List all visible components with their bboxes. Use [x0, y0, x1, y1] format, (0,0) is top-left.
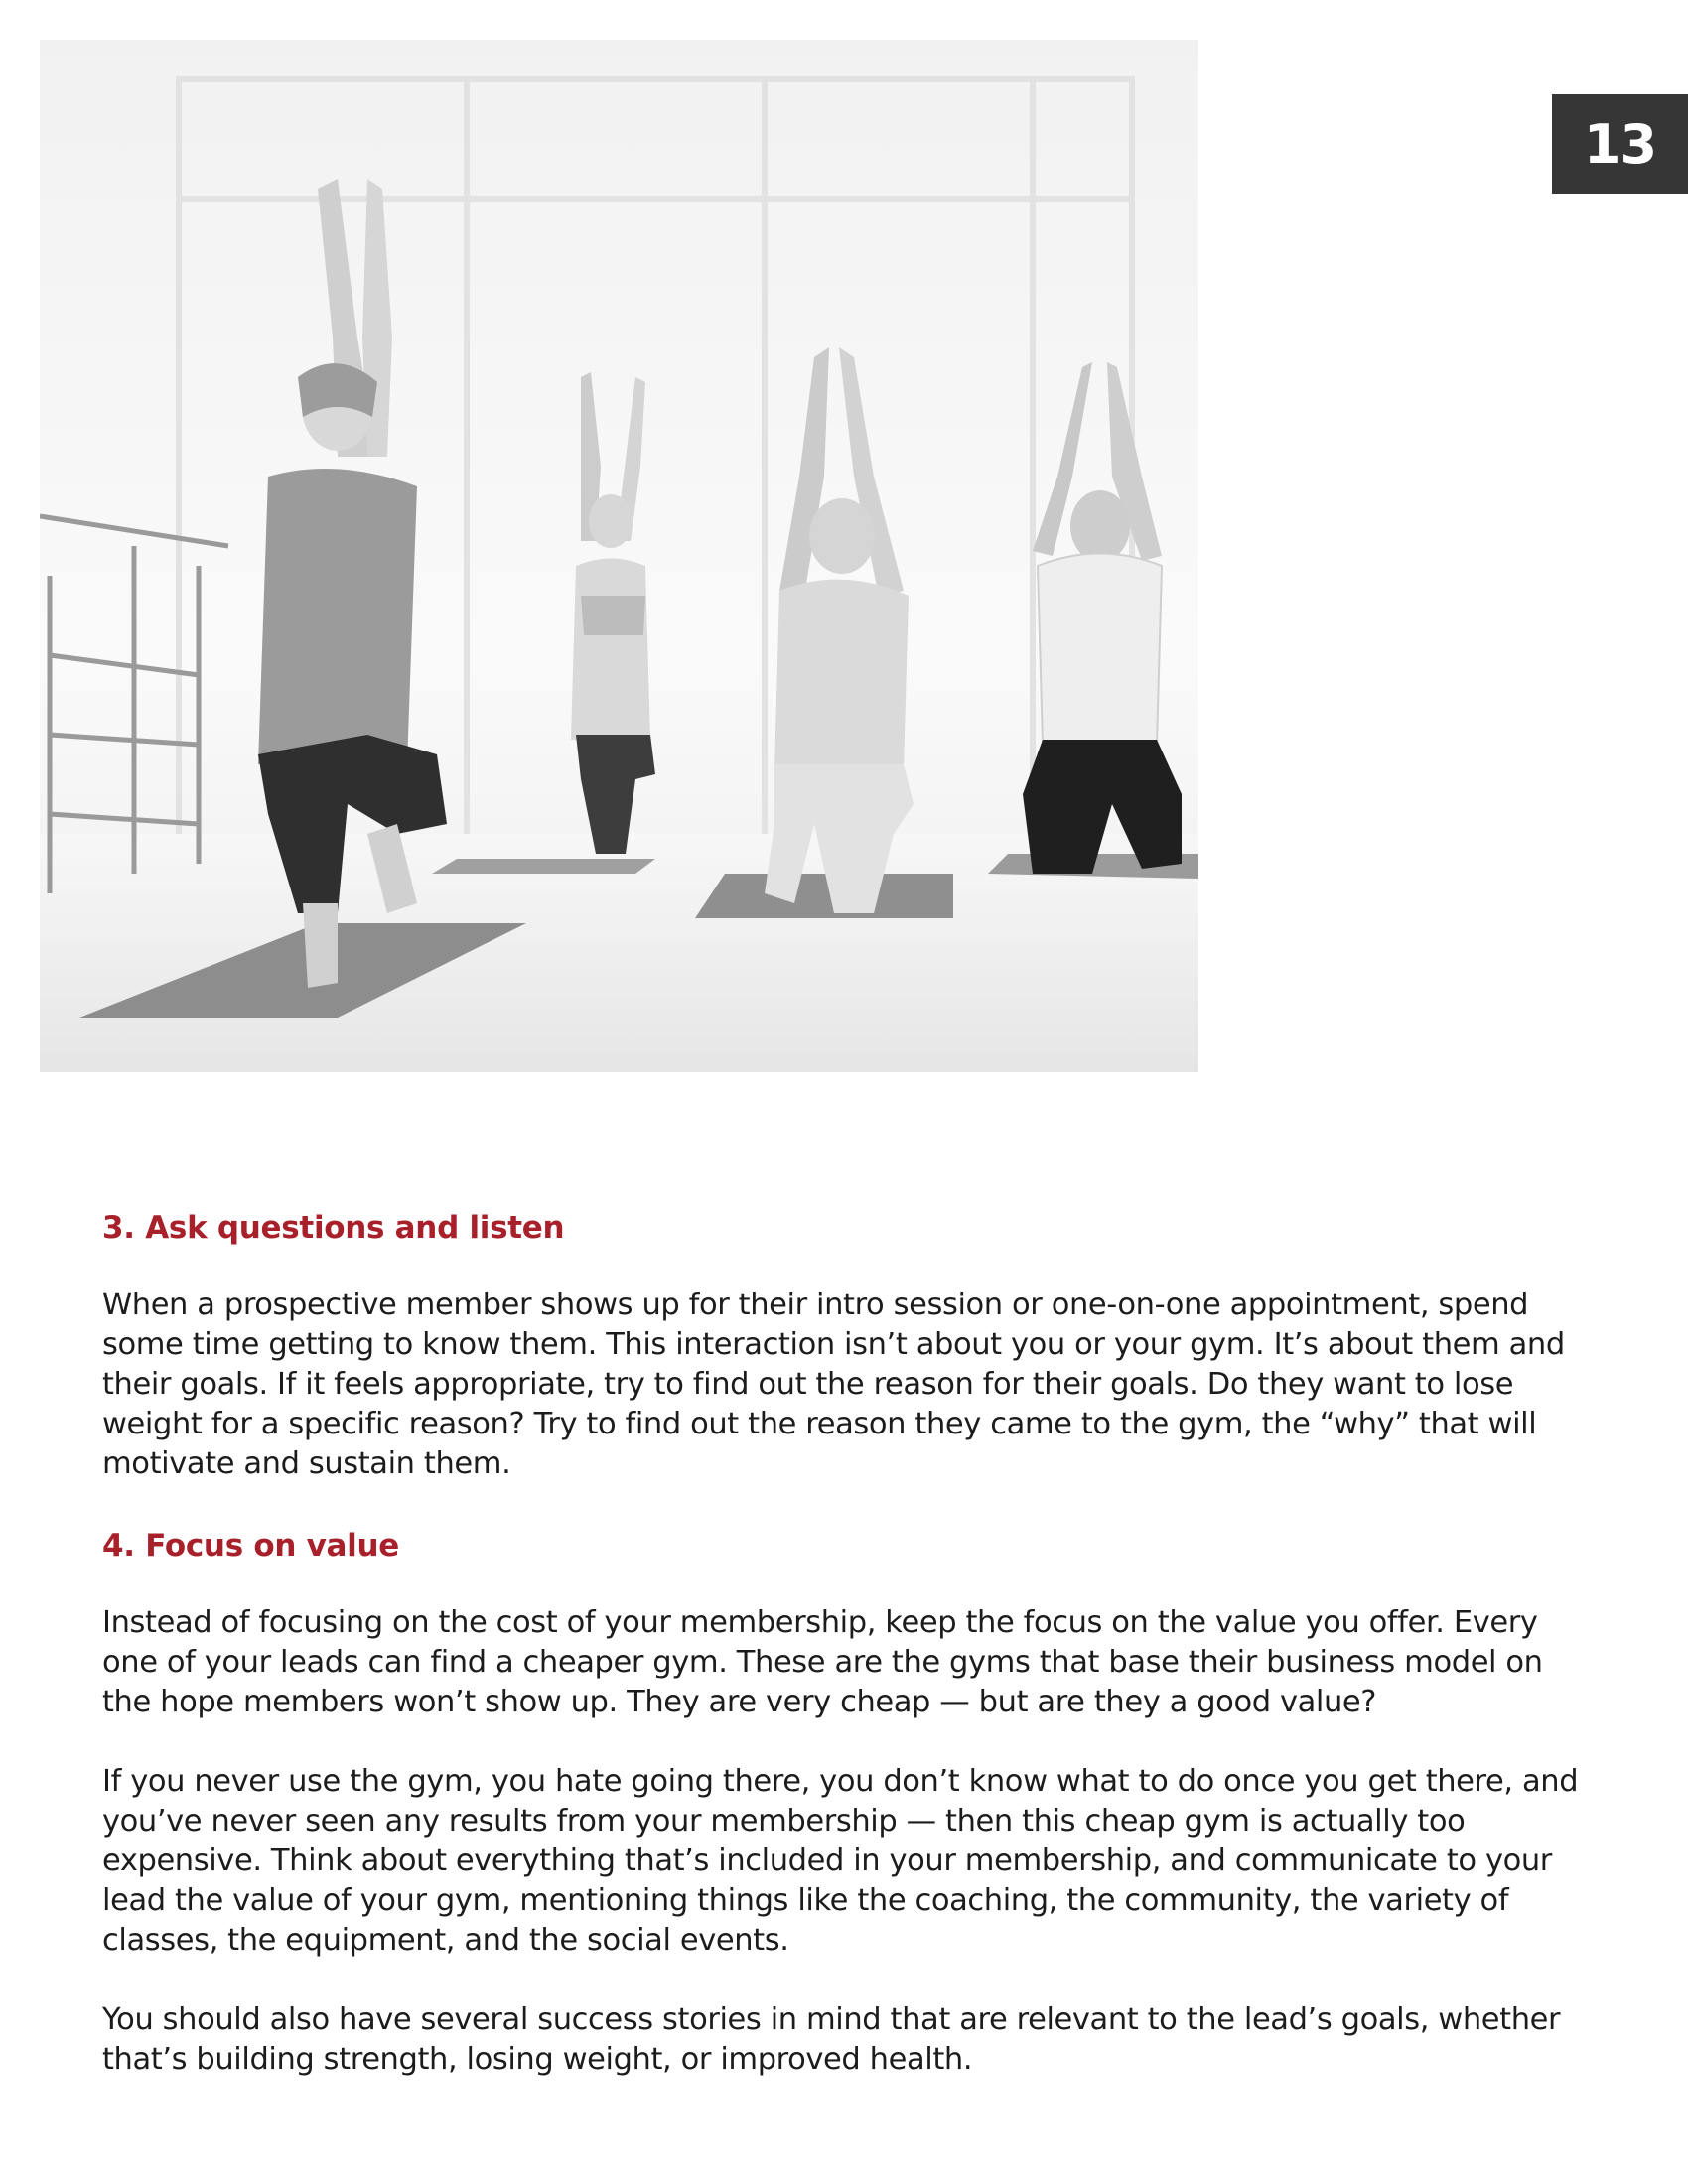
- photo-icon: [40, 40, 1198, 1072]
- yoga-class-photo: [40, 40, 1198, 1072]
- paragraph-ask-questions: When a prospective member shows up for their intro session or one-on-one appointment, spend some time getting to know them. This interaction isn’t about you or your gym. It’s about them and their goals. If it feels appropriate, try to find out the reason for their goals. Do they want to lose weight for a specific reason? Try to find out the reason they came to the gym, the “why” that will motivate and sustain them.: [102, 1288, 1565, 1481]
- paragraph-success-stories: You should also have several success stories in mind that are relevant to the lead’s goals, whether that’s building strength, losing weight, or improved health.: [102, 2002, 1561, 2077]
- section-heading-ask-questions: 3. Ask questions and listen: [102, 1210, 565, 1246]
- page-number-badge: 13: [1552, 94, 1688, 194]
- paragraph-cheap-gym: If you never use the gym, you hate going there, you don’t know what to do once you get there, and you’ve never seen any results from your membership — then this cheap gym is actually too expensive. Think about everything that’s included in your membership, and communicate to your lead the value of your gym, mentioning things like the coaching, the community, the variety of classes, the equipment, and the social events.: [102, 1764, 1579, 1958]
- paragraph-focus-on-value: Instead of focusing on the cost of your membership, keep the focus on the value you offer. Every one of your leads can find a cheaper gym. These are the gyms that base their business model on the hope members won’t show up. They are very cheap — but are they a good value?: [102, 1605, 1543, 1719]
- article-body: [102, 1206, 1592, 2080]
- section-heading-focus-on-value: 4. Focus on value: [102, 1528, 399, 1564]
